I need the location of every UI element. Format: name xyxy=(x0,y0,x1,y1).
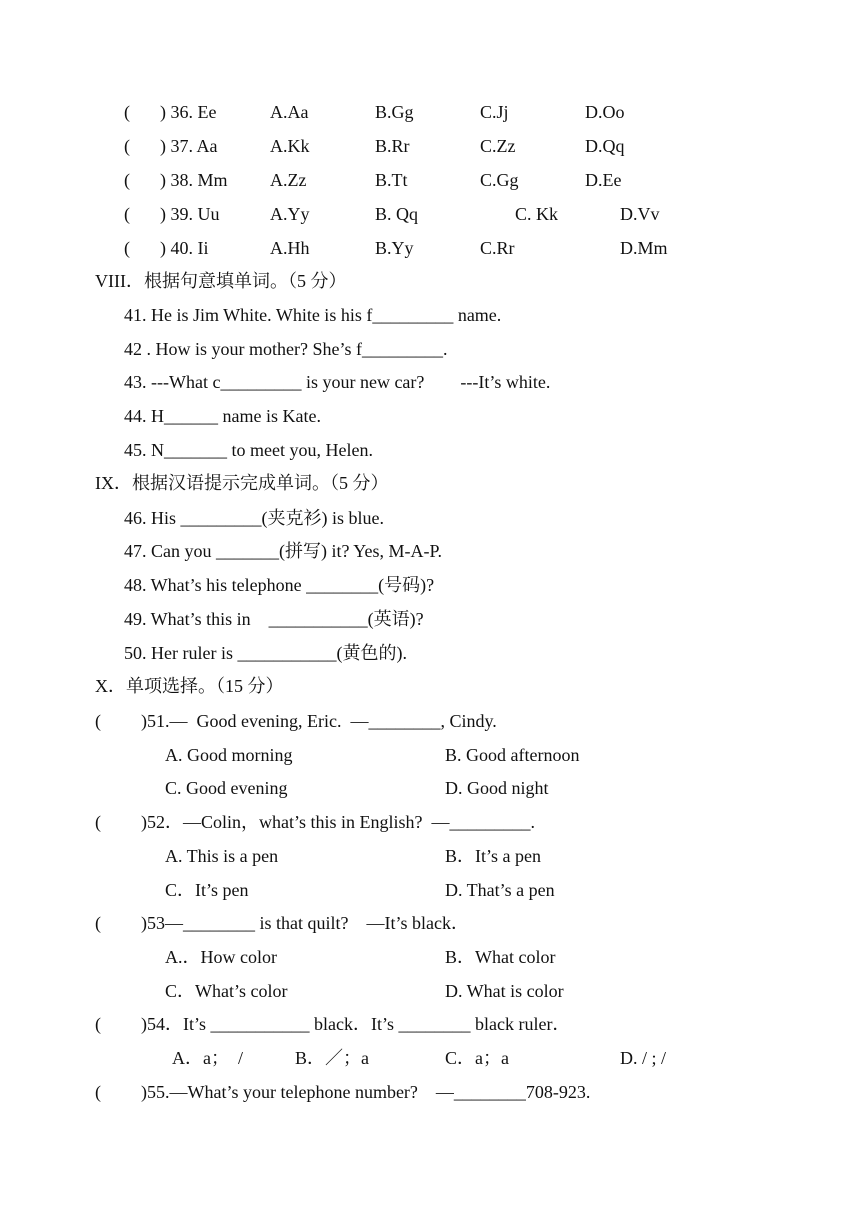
option-b: B.Yy xyxy=(375,238,414,258)
question-stem: )55.—What’s your telephone number? —________708-923. xyxy=(141,1082,591,1102)
question-number: ) 36. Ee xyxy=(160,102,217,122)
answer-paren: ( xyxy=(124,102,130,122)
answer-paren: ( xyxy=(95,913,101,933)
question-number: ) 40. Ii xyxy=(160,238,209,258)
question-48: 48. What’s his telephone ________(号码)? xyxy=(124,575,435,595)
option-a: A. Good morning xyxy=(165,745,293,765)
option-b: B．It’s a pen xyxy=(445,846,541,866)
section-heading: IX．根据汉语提示完成单词。（5 分） xyxy=(95,473,389,493)
option-a: A.Hh xyxy=(270,238,310,258)
option-d: D. / ; / xyxy=(620,1048,667,1068)
option-b: B．What color xyxy=(445,947,556,967)
option-d: D.Ee xyxy=(585,170,622,190)
question-stem: )53—________ is that quilt? —It’s black． xyxy=(141,913,469,933)
answer-paren: ( xyxy=(95,812,101,832)
option-c: C.Zz xyxy=(480,136,516,156)
option-b: B.Tt xyxy=(375,170,408,190)
answer-paren: ( xyxy=(95,711,101,731)
question-42: 42 . How is your mother? She’s f_________. xyxy=(124,339,448,359)
option-c: C．What’s color xyxy=(165,981,288,1001)
option-c: C.Jj xyxy=(480,102,509,122)
question-stem: )54．It’s ___________ black．It’s ________ black ruler． xyxy=(141,1014,571,1034)
question-number: ) 37. Aa xyxy=(160,136,218,156)
option-d: D.Mm xyxy=(620,238,668,258)
option-c: C. Kk xyxy=(515,204,559,224)
question-47: 47. Can you _______(拼写) it? Yes, M-A-P. xyxy=(124,541,443,561)
option-b: B．／；a xyxy=(295,1048,369,1068)
question-stem: )51.— Good evening, Eric. —________, Cindy. xyxy=(141,711,497,731)
answer-paren: ( xyxy=(95,1014,101,1034)
section-heading: VIII．根据句意填单词。（5 分） xyxy=(95,271,347,291)
option-b: B.Rr xyxy=(375,136,410,156)
question-45: 45. N_______ to meet you, Helen. xyxy=(124,440,373,460)
question-41: 41. He is Jim White. White is his f_________ name. xyxy=(124,305,502,325)
option-d: D.Vv xyxy=(620,204,660,224)
question-46: 46. His _________(夹克衫) is blue. xyxy=(124,508,384,528)
question-44: 44. H______ name is Kate. xyxy=(124,406,321,426)
option-b: B. Good afternoon xyxy=(445,745,580,765)
answer-paren: ( xyxy=(124,204,130,224)
option-c: C．It’s pen xyxy=(165,880,249,900)
answer-paren: ( xyxy=(95,1082,101,1102)
question-50: 50. Her ruler is ___________(黄色的). xyxy=(124,643,407,663)
option-d: D.Oo xyxy=(585,102,625,122)
option-d: D. That’s a pen xyxy=(445,880,555,900)
question-49: 49. What’s this in ___________(英语)? xyxy=(124,609,424,629)
answer-paren: ( xyxy=(124,136,130,156)
option-a: A.Kk xyxy=(270,136,310,156)
option-a: A.Yy xyxy=(270,204,310,224)
option-d: D.Qq xyxy=(585,136,625,156)
answer-paren: ( xyxy=(124,238,130,258)
option-a: A.Aa xyxy=(270,102,309,122)
option-b: B.Gg xyxy=(375,102,414,122)
option-a: A.Zz xyxy=(270,170,307,190)
option-a: A.．How color xyxy=(165,947,277,967)
option-a: A．a； / xyxy=(172,1048,243,1068)
option-c: C．a；a xyxy=(445,1048,509,1068)
option-c: C.Gg xyxy=(480,170,519,190)
option-b: B. Qq xyxy=(375,204,419,224)
option-d: D. Good night xyxy=(445,778,549,798)
question-stem: )52．—Colin，what’s this in English? —_________. xyxy=(141,812,535,832)
section-heading: X．单项选择。（15 分） xyxy=(95,676,284,696)
option-c: C. Good evening xyxy=(165,778,288,798)
answer-paren: ( xyxy=(124,170,130,190)
option-d: D. What is color xyxy=(445,981,564,1001)
question-number: ) 39. Uu xyxy=(160,204,220,224)
option-a: A. This is a pen xyxy=(165,846,279,866)
question-number: ) 38. Mm xyxy=(160,170,228,190)
option-c: C.Rr xyxy=(480,238,515,258)
question-43: 43. ---What c_________ is your new car? ---It’s white. xyxy=(124,372,551,392)
